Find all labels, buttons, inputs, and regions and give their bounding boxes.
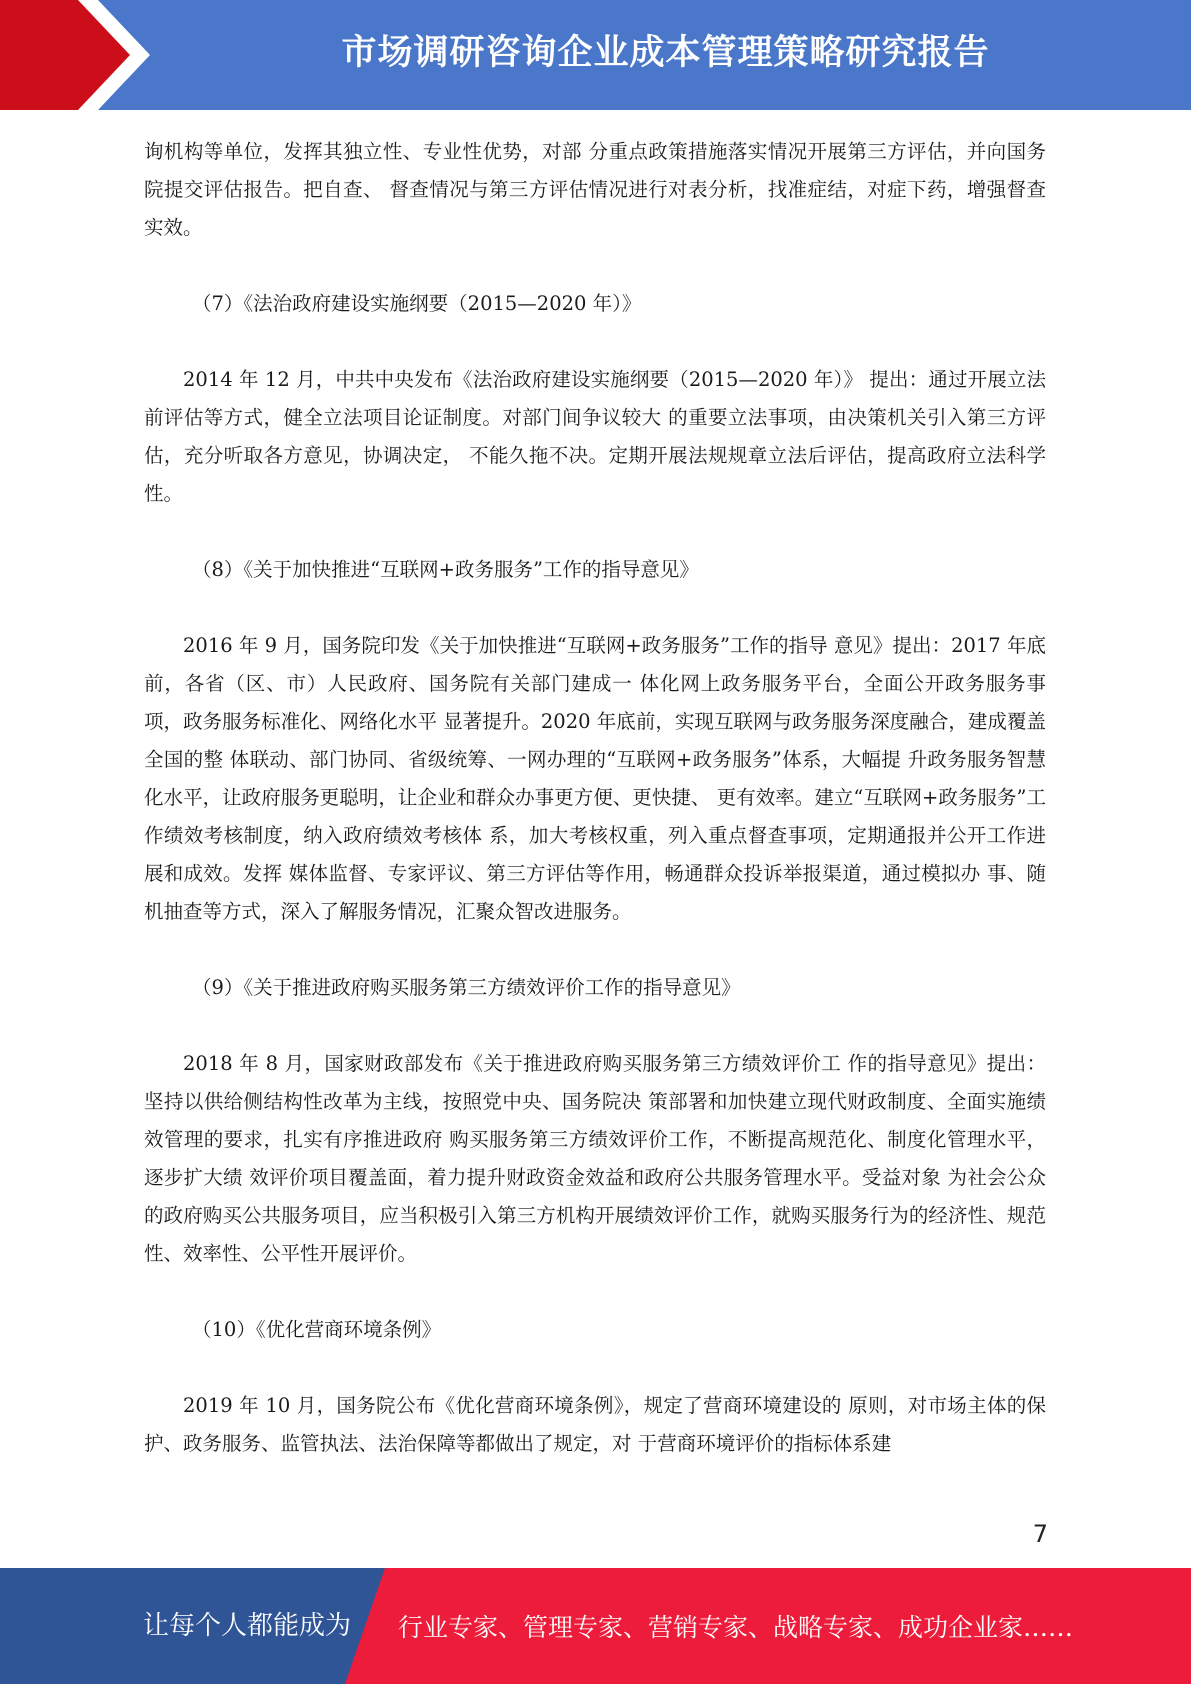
page-footer [0,1568,1191,1684]
red-chevron-icon [0,0,160,110]
footer-slogan-right: 行业专家、管理专家、营销专家、战略专家、成功企业家…… [398,1613,1074,1642]
report-title: 市场调研咨询企业成本管理策略研究报告 [341,33,990,73]
body-paragraph: 2016 年 9 月，国务院印发《关于加快推进“互联网+政务服务”工作的指导 意见》提出：2017 年底前，各省（区、市）人民政府、国务院有关部门建成一 体化网上政务服务平台，全面公开政务服务事项，政务服务标准化、网络化水平 显著提升。2020 年底前，实现互联网与政务服务深度融合，建成覆盖全国的整 体联动、部门协同、省级统筹、一网办理的“互联网+政务服务”体系，大幅提 升政务服务智慧化水平，让政府服务更聪明，让企业和群众办事更方便、更快捷、 更有效率。建立“互联网+政务服务”工作绩效考核制度，纳入政府绩效考核体 系，加大考核权重，列入重点督查事项，定期通报并公开工作进展和成效。发挥 媒体监督、专家评议、第三方评估等作用，畅通群众投诉举报渠道，通过模拟办 事、随机抽查等方式，深入了解服务情况，汇聚众智改进服务。 [144,634,1046,923]
section-heading: （9）《关于推进政府购买服务第三方绩效评价工作的指导意见》 [192,976,741,999]
document-body [144,133,1046,1463]
page-header [0,0,1191,110]
body-paragraph: 2014 年 12 月，中共中央发布《法治政府建设实施纲要（2015—2020 年）》 提出：通过开展立法前评估等方式，健全立法项目论证制度。对部门间争议较大 的重要立法事项，由决策机关引入第三方评估，充分听取各方意见，协调决定， 不能久拖不决。定期开展法规规章立法后评估，提高政府立法科学性。 [144,368,1046,505]
body-paragraph: 询机构等单位，发挥其独立性、专业性优势，对部 分重点政策措施落实情况开展第三方评估，并向国务院提交评估报告。把自查、 督查情况与第三方评估情况进行对表分析，找准症结，对症下药，增强督查实效。 [144,140,1046,239]
footer-slogan-left: 让每个人都能成为 [143,1611,352,1641]
section-heading: （7）《法治政府建设实施纲要（2015—2020 年）》 [192,292,642,315]
page-number: 7 [1032,1520,1048,1548]
section-heading: （10）《优化营商环境条例》 [192,1318,442,1341]
body-paragraph: 2019 年 10 月，国务院公布《优化营商环境条例》，规定了营商环境建设的 原则，对市场主体的保护、政务服务、监管执法、法治保障等都做出了规定，对 于营商环境评价的指标体系建 [144,1394,1046,1455]
section-heading: （8）《关于加快推进“互联网+政务服务”工作的指导意见》 [192,558,699,581]
body-paragraph: 2018 年 8 月，国家财政部发布《关于推进政府购买服务第三方绩效评价工 作的指导意见》提出：坚持以供给侧结构性改革为主线，按照党中央、国务院决 策部署和加快建立现代财政制度、全面实施绩效管理的要求，扎实有序推进政府 购买服务第三方绩效评价工作，不断提高规范化、制度化管理水平，逐步扩大绩 效评价项目覆盖面，着力提升财政资金效益和政府公共服务管理水平。受益对象 为社会公众的政府购买公共服务项目，应当积极引入第三方机构开展绩效评价工作，就购买服务行为的经济性、规范性、效率性、公平性开展评价。 [144,1052,1046,1265]
